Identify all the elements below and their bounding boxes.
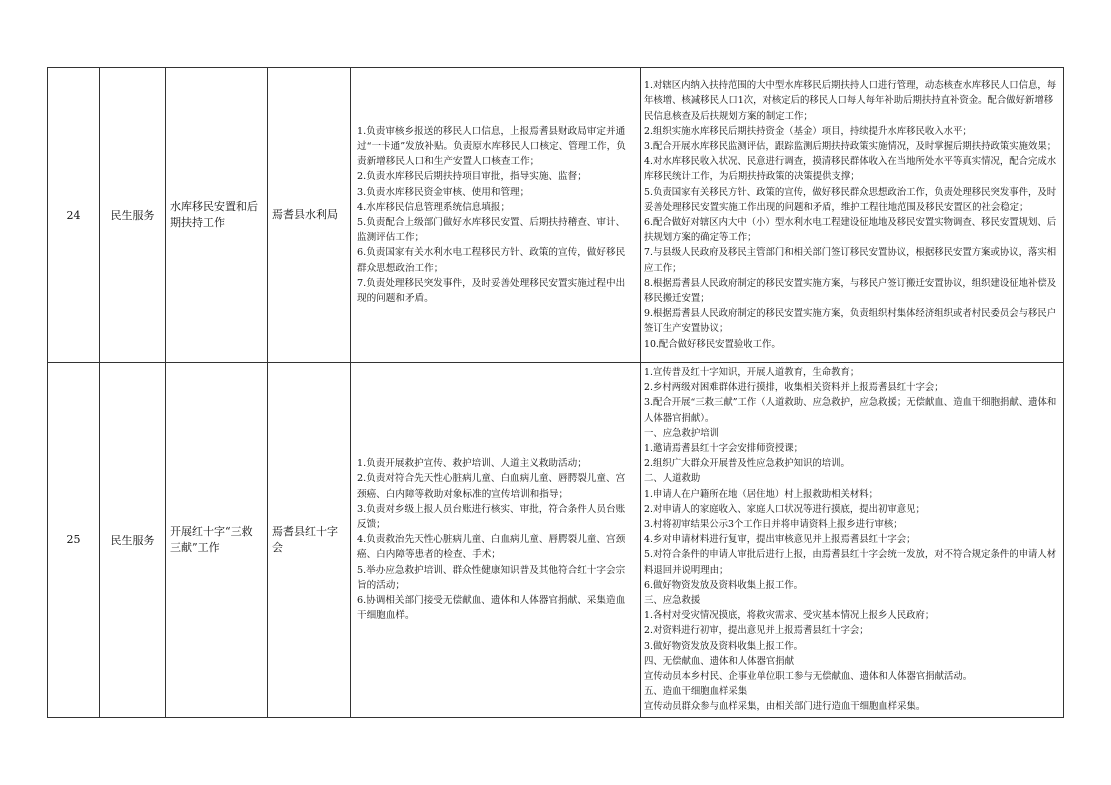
- detail-line: 10.配合做好移民安置验收工作。: [644, 338, 781, 350]
- detail-line: 3.做好物资发放及资料收集上报工作。: [644, 640, 803, 652]
- detail-line: 2.组织广大群众开展普及性应急救护知识的培训。: [644, 458, 850, 470]
- row-item-name: 开展红十字“三救三献”工作: [166, 363, 268, 718]
- detail-line: 3.配合开展“三救三献”工作（人道救助、应急救护，应急救援；无偿献血、造血干细胞捐献、遗体和人体器官捐献）。: [644, 397, 1057, 424]
- responsibility-table: [47, 67, 1064, 718]
- detail-line: 三、应急救援: [644, 595, 701, 607]
- detail-line: 2.组织实施水库移民后期扶持资金（基金）项目，持续提升水库移民收入水平；: [644, 125, 972, 137]
- detail-line: 6.配合做好对辖区内大中（小）型水利水电工程建设征地地及移民安置实物调查、移民安置规划、后扶规划方案的确定等工作；: [644, 217, 1057, 244]
- detail-line: 五、造血干细胞血样采集: [644, 686, 748, 698]
- row-category: 民生服务: [100, 363, 166, 718]
- detail-line: 5.负责国家有关移民方针、政策的宣传，做好移民群众思想政治工作，负责处理移民突发事件，及时妥善处理移民安置实施工作出现的问题和矛盾，维护工程往地范围及移民安置区的社会稳定；: [644, 186, 1057, 213]
- row-details: [641, 68, 1064, 363]
- duty-line: 5.负责配合上级部门做好水库移民安置、后期扶持稽查、审计、监测评估工作；: [357, 217, 626, 244]
- duty-line: 7.负责处理移民突发事件，及时妥善处理移民安置实施过程中出现的问题和矛盾。: [357, 277, 626, 305]
- detail-line: 1.各村对受灾情况摸底，将救灾需求、受灾基本情况上报乡人民政府；: [644, 610, 935, 622]
- detail-line: 一、应急救护培训: [644, 427, 720, 439]
- detail-line: 1.邀请焉耆县红十字会安排师资授课；: [644, 443, 803, 455]
- detail-line: 3.配合开展水库移民监测评估，跟踪监测后期扶持政策实施情况，及时掌握后期扶持政策实施效果；: [644, 140, 1057, 152]
- detail-line: 3.村将初审结果公示3个工作日并将申请资料上报乡进行审核；: [644, 519, 903, 531]
- detail-line: 2.对资料进行初审，提出意见并上报焉耆县红十字会；: [644, 625, 869, 637]
- row-number: 25: [48, 363, 100, 718]
- row-duties: [351, 68, 641, 363]
- detail-line: 4.乡对申请材料进行复审，提出审核意见并上报焉耆县红十字会；: [644, 534, 916, 546]
- detail-line: 2.对申请人的家庭收入、家庭人口状况等进行摸底，提出初审意见；: [644, 503, 925, 515]
- detail-line: 9.根据焉耆县人民政府制定的移民安置实施方案，负责组织村集体经济组织或者村民委员会与移民户签订生产安置协议；: [644, 308, 1057, 335]
- row-department: 焉耆县水利局: [268, 68, 351, 363]
- duty-line: 2.负责对符合先天性心脏病儿童、白血病儿童、唇腭裂儿童、宫颈癌、白内障等救助对象标准的宣传培训和指导；: [357, 473, 626, 500]
- detail-line: 2.乡村两级对困难群体进行摸排，收集相关资料并上报焉耆县红十字会；: [644, 382, 944, 394]
- row-duties: [351, 363, 641, 718]
- row-item-name: 水库移民安置和后期扶持工作: [166, 68, 268, 363]
- detail-line: 1.宣传普及红十字知识，开展人道教育，生命教育；: [644, 367, 860, 378]
- detail-line: 1.申请人在户籍所在地（居住地）村上报救助相关材料；: [644, 488, 878, 500]
- detail-line: 4.对水库移民收入状况、民意进行调查，摸清移民群体收入在当地所处水平等真实情况，配合完成水库移民统计工作，为后期扶持政策的决策提供支撑；: [644, 156, 1057, 183]
- duty-line: 2.负责水库移民后期扶持项目审批，指导实施、监督；: [357, 171, 587, 183]
- detail-line: 1.对辖区内纳入扶持范围的大中型水库移民后期扶持人口进行管理，动态核查水库移民人口信息，每年核增、核减移民人口1次，对核定后的移民人口每人每年补助后期扶持直补资金。配合做好新增移民信息核查及后扶规划方案的制定工作；: [644, 80, 1057, 122]
- duty-line: 4.负责救治先天性心脏病儿童、白血病儿童、唇腭裂儿童、宫颈癌、白内障等患者的检查、手术；: [357, 534, 626, 561]
- detail-line: 宣传动员群众参与血样采集，由相关部门进行造血干细胞血样采集。: [644, 701, 926, 713]
- duty-line: 6.协调相关部门接受无偿献血、遗体和人体器官捐献、采集造血干细胞血样。: [357, 595, 626, 622]
- duty-line: 5.举办应急救护培训、群众性健康知识普及其他符合红十字会宗旨的活动；: [357, 564, 626, 591]
- duty-line: 3.负责水库移民资金审核、使用和管理；: [357, 186, 530, 198]
- detail-line: 8.根据焉耆县人民政府制定的移民安置实施方案，与移民户签订搬迁安置协议，组织建设征地补偿及移民搬迁安置；: [644, 277, 1057, 305]
- duty-line: 4.水库移民信息管理系统信息填报；: [357, 201, 511, 213]
- duty-line: 3.负责对乡级上报人员台账进行核实、审批，符合条件人员台账反馈；: [357, 503, 626, 531]
- detail-line: 6.做好物资发放及资料收集上报工作。: [644, 579, 803, 591]
- table-row: [48, 363, 1064, 718]
- row-department: 焉耆县红十字会: [268, 363, 351, 718]
- detail-line: 5.对符合条件的申请人审批后进行上报，由焉耆县红十字会统一发放，对不符合规定条件的申请人材料退回并说明理由；: [644, 549, 1057, 576]
- row-details: [641, 363, 1064, 718]
- row-number: 24: [48, 68, 100, 363]
- detail-line: 二、人道救助: [644, 473, 701, 485]
- duty-line: 1.负责开展救护宣传、救护培训、人道主义救助活动；: [357, 458, 587, 470]
- detail-line: 宣传动员本乡村民、企事业单位职工参与无偿献血、遗体和人体器官捐献活动。: [644, 671, 973, 683]
- detail-line: 7.与县级人民政府及移民主管部门和相关部门签订移民安置协议，根据移民安置方案或协议，落实相应工作；: [644, 247, 1057, 274]
- table-row: [48, 68, 1064, 363]
- duty-line: 1.负责审核乡报送的移民人口信息，上报焉耆县财政局审定并通过“一卡通”发放补贴。负责原水库移民人口核定、管理工作，负责新增移民人口和生产安置人口核查工作；: [357, 125, 626, 168]
- row-category: 民生服务: [100, 68, 166, 363]
- duty-line: 6.负责国家有关水利水电工程移民方针、政策的宣传，做好移民群众思想政治工作；: [357, 247, 626, 274]
- detail-line: 四、无偿献血、遗体和人体器官捐献: [644, 655, 795, 667]
